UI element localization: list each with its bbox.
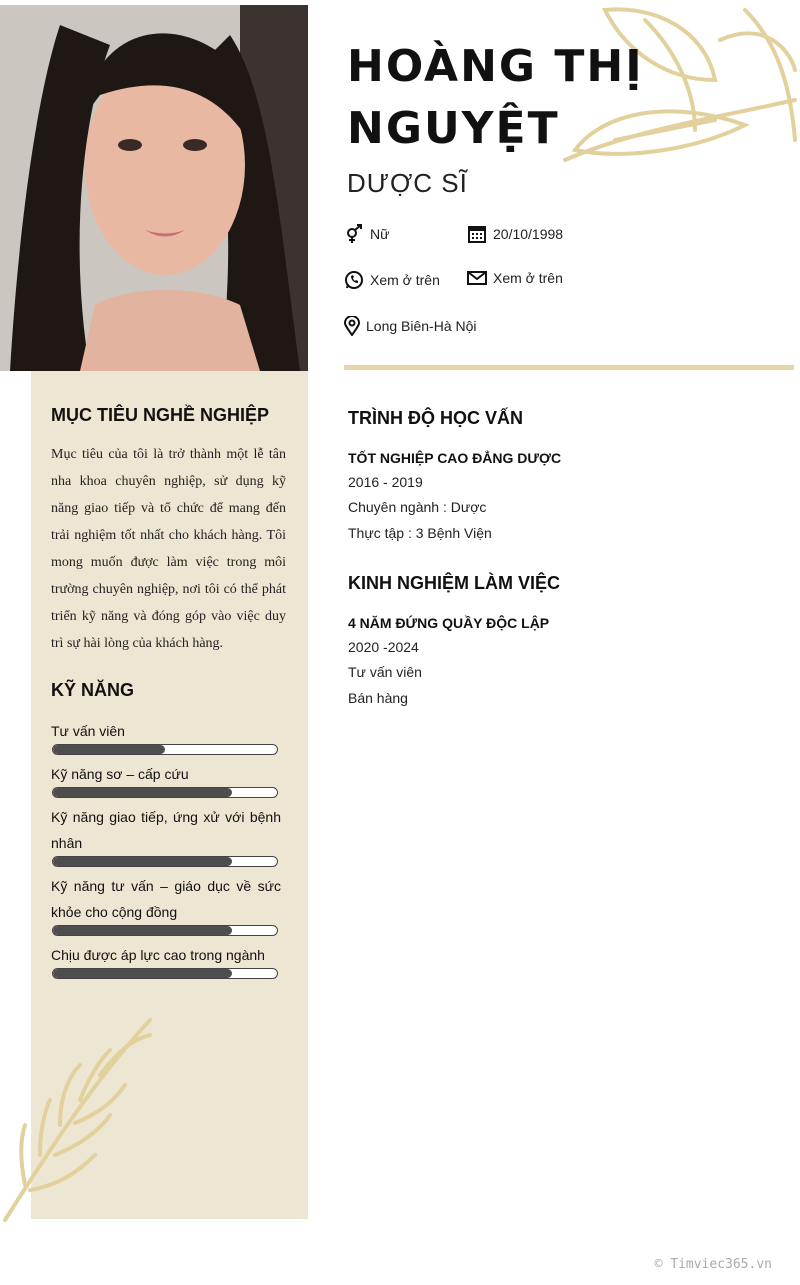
skill-label: Kỹ năng sơ – cấp cứu	[51, 766, 189, 782]
objective-heading: MỤC TIÊU NGHỀ NGHIỆP	[51, 405, 270, 425]
skill-bar-fill	[53, 969, 232, 978]
skill-bar	[52, 968, 278, 979]
skill-bar-fill	[53, 857, 232, 866]
phone-info	[344, 270, 440, 290]
skill-bar-fill	[53, 788, 232, 797]
skills-heading: KỸ NĂNG	[51, 680, 135, 700]
objective-text: Mục tiêu của tôi là trở thành một lễ tân nha khoa chuyên nghiệp, sử dụng kỹ năng giao tiếp và tổ chức để mang đến trải nghiệm tốt nhất cho khách hàng. Tôi mong muốn được làm việc trong môi trường chuyên nghiệp, nơi tôi có thể phát triển kỹ năng và đóng góp vào việc duy trì sự hài lòng của khách hàng.	[51, 447, 286, 651]
phone-icon	[344, 270, 364, 290]
leaf-decoration-bottom	[0, 1005, 160, 1225]
skill-label: Kỹ năng tư vấn – giáo dục về sức khỏe cho cộng đồng	[51, 878, 281, 920]
address-info	[344, 316, 477, 336]
experience-period: 2020 -2024	[348, 639, 419, 655]
skill-label: Tư vấn viên	[51, 723, 125, 739]
skill-label: Chịu được áp lực cao trong ngành	[51, 947, 265, 963]
skill-bar	[52, 856, 278, 867]
footer-watermark: © Timviec365.vn	[654, 1257, 772, 1272]
birthdate-text: 20/10/1998	[493, 226, 564, 242]
profile-photo	[0, 5, 308, 371]
skill-bar	[52, 925, 278, 936]
skill-bar	[52, 744, 278, 755]
skill-bar	[52, 787, 278, 798]
skill-bar-fill	[53, 745, 165, 754]
gender-info	[344, 224, 389, 244]
mail-icon	[467, 268, 487, 288]
birthdate-info	[467, 224, 563, 244]
portrait-illustration	[0, 5, 308, 371]
phone-text[interactable]: Xem ở trên	[370, 272, 440, 288]
job-title: DƯỢC SĨ	[347, 168, 468, 198]
education-line: Chuyên ngành : Dược	[348, 499, 487, 515]
address-text: Long Biên-Hà Nội	[366, 318, 477, 334]
calendar-icon	[467, 224, 487, 244]
full-name: HOÀNG THỊ NGUYỆT	[347, 41, 644, 154]
experience-heading: KINH NGHIỆM LÀM VIỆC	[348, 573, 561, 593]
education-line: Thực tập : 3 Bệnh Viện	[348, 525, 492, 541]
education-heading: TRÌNH ĐỘ HỌC VẤN	[348, 408, 523, 428]
location-icon	[344, 316, 360, 336]
experience-title: 4 NĂM ĐỨNG QUẦY ĐỘC LẬP	[348, 615, 550, 631]
email-info	[467, 268, 563, 288]
experience-line: Tư vấn viên	[348, 664, 422, 680]
header-divider	[344, 365, 794, 370]
gender-icon	[344, 224, 364, 244]
education-period: 2016 - 2019	[348, 474, 423, 490]
experience-line: Bán hàng	[348, 690, 408, 706]
education-title: TỐT NGHIỆP CAO ĐẲNG DƯỢC	[348, 450, 562, 466]
gender-text: Nữ	[370, 226, 390, 242]
email-text[interactable]: Xem ở trên	[493, 270, 563, 286]
skill-label: Kỹ năng giao tiếp, ứng xử với bệnh nhân	[51, 809, 281, 851]
skill-bar-fill	[53, 926, 232, 935]
